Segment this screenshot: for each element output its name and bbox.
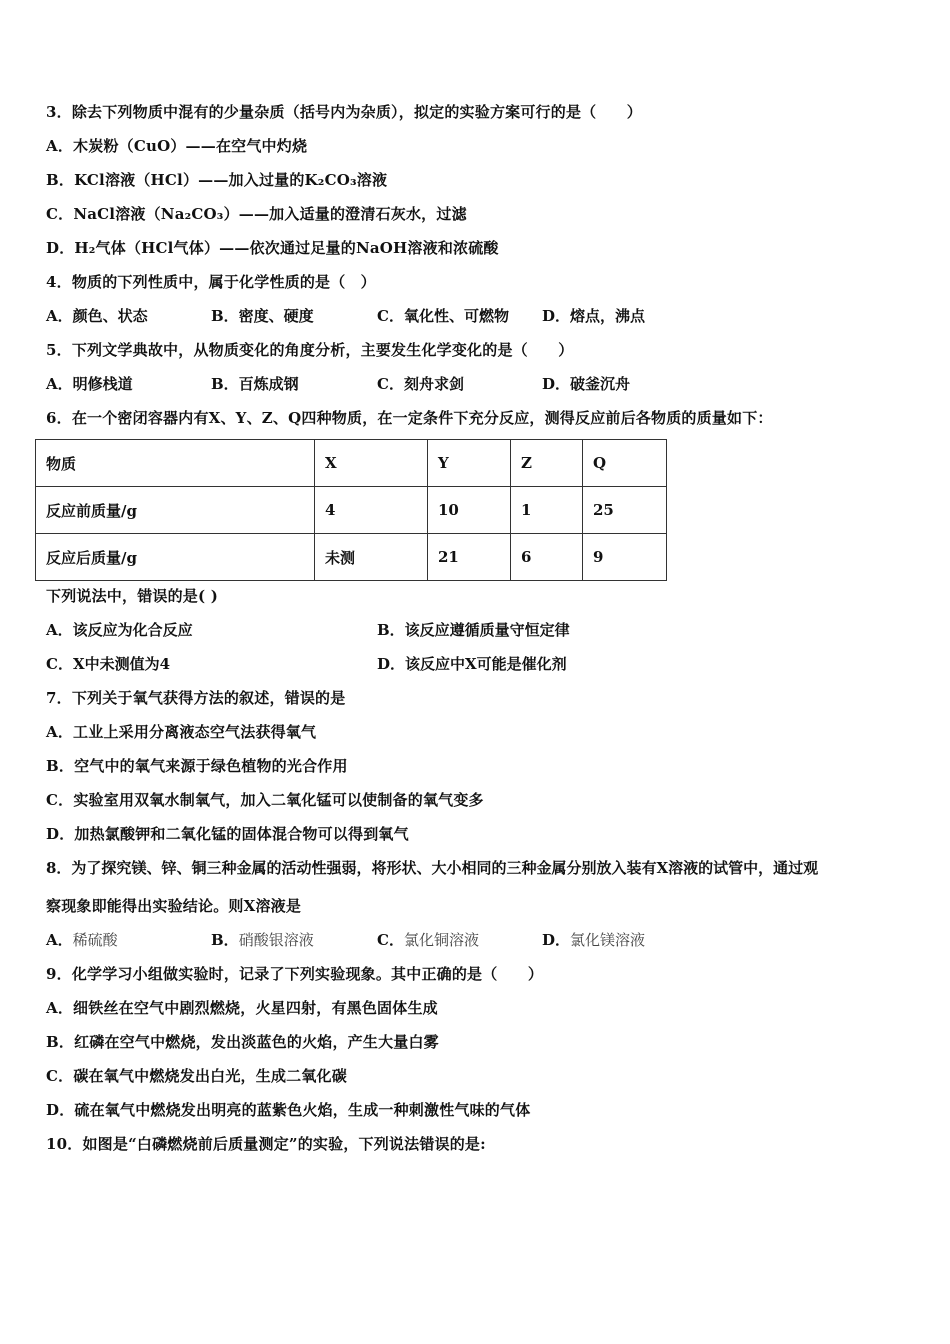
q6-option-d: D．该反应中X可能是催化剂 [377, 655, 567, 673]
q6-option-a: A．该反应为化合反应 [46, 621, 193, 639]
table-header-row [36, 440, 667, 487]
q5-option-d: D．破釜沉舟 [542, 375, 631, 393]
table-cell: 反应后质量/g [36, 534, 315, 581]
q4-option-c: C．氧化性、可燃物 [377, 307, 509, 325]
q6-option-c: C．X中未测值为4 [46, 655, 171, 673]
option-letter: D． [542, 931, 571, 949]
q8-option-c [377, 930, 479, 950]
table-cell: X [315, 440, 428, 487]
table-cell: Y [428, 440, 511, 487]
question-10-stem: 10．如图是“白磷燃烧前后质量测定”的实验，下列说法错误的是: [46, 1135, 486, 1153]
q3-option-c: C．NaCl溶液（Na₂CO₃）——加入适量的澄清石灰水，过滤 [46, 205, 467, 223]
option-text: 稀硫酸 [72, 931, 118, 949]
q5-option-b: B．百炼成钢 [211, 375, 299, 393]
q9-option-c: C．碳在氧气中燃烧发出白光，生成二氧化碳 [46, 1067, 347, 1085]
table-cell: 9 [583, 534, 667, 581]
q7-option-c: C．实验室用双氧水制氧气，加入二氧化锰可以使制备的氧气变多 [46, 791, 484, 809]
q6-option-b: B．该反应遵循质量守恒定律 [377, 621, 570, 639]
q9-option-b: B．红磷在空气中燃烧，发出淡蓝色的火焰，产生大量白雾 [46, 1033, 439, 1051]
option-text: 氯化铜溶液 [403, 931, 479, 949]
question-4-stem: 4．物质的下列性质中，属于化学性质的是（ ） [46, 273, 376, 291]
table-row [36, 487, 667, 534]
q5-option-a: A．明修栈道 [46, 375, 133, 393]
q8-option-a [46, 930, 118, 950]
option-letter: B． [211, 931, 239, 949]
table-cell: 4 [315, 487, 428, 534]
question-6-stem: 6．在一个密闭容器内有X、Y、Z、Q四种物质，在一定条件下充分反应，测得反应前后各物质的质量如下： [46, 409, 773, 427]
q3-option-d: D．H₂气体（HCl气体）——依次通过足量的NaOH溶液和浓硫酸 [46, 239, 499, 257]
table-cell: 未测 [315, 534, 428, 581]
option-text: 氯化镁溶液 [570, 931, 646, 949]
q4-option-b: B．密度、硬度 [211, 307, 314, 325]
table-cell: 1 [511, 487, 583, 534]
q9-option-a: A．细铁丝在空气中剧烈燃烧，火星四射，有黑色固体生成 [46, 999, 438, 1017]
q8-option-d [542, 930, 645, 950]
q7-option-b: B．空气中的氧气来源于绿色植物的光合作用 [46, 757, 348, 775]
table-cell: 21 [428, 534, 511, 581]
option-letter: C． [377, 931, 404, 949]
question-3-stem: 3．除去下列物质中混有的少量杂质（括号内为杂质），拟定的实验方案可行的是（ ） [46, 103, 642, 121]
question-8-stem-line1: 8．为了探究镁、锌、铜三种金属的活动性强弱，将形状、大小相同的三种金属分别放入装有X溶液的试管中，通过观 [46, 859, 819, 877]
q3-option-b: B．KCl溶液（HCl）——加入过量的K₂CO₃溶液 [46, 171, 388, 189]
q4-option-d: D．熔点，沸点 [542, 307, 646, 325]
q9-option-d: D．硫在氧气中燃烧发出明亮的蓝紫色火焰，生成一种刺激性气味的气体 [46, 1101, 531, 1119]
option-text: 硝酸银溶液 [238, 931, 314, 949]
question-9-stem: 9．化学学习小组做实验时，记录了下列实验现象。其中正确的是（ ） [46, 965, 544, 983]
table-cell: 10 [428, 487, 511, 534]
table-cell: 25 [583, 487, 667, 534]
table-row [36, 534, 667, 581]
table-cell: 物质 [36, 440, 315, 487]
q3-option-a: A．木炭粉（CuO）——在空气中灼烧 [46, 137, 308, 155]
mass-table [35, 439, 667, 581]
table-cell: 6 [511, 534, 583, 581]
q7-option-d: D．加热氯酸钾和二氧化锰的固体混合物可以得到氧气 [46, 825, 409, 843]
question-5-stem: 5．下列文学典故中，从物质变化的角度分析，主要发生化学变化的是（ ） [46, 341, 574, 359]
q8-option-b [211, 930, 314, 950]
table-cell: 反应前质量/g [36, 487, 315, 534]
q4-option-a: A．颜色、状态 [46, 307, 148, 325]
table-cell: Z [511, 440, 583, 487]
option-letter: A． [46, 931, 73, 949]
table-cell: Q [583, 440, 667, 487]
question-8-stem-line2: 察现象即能得出实验结论。则X溶液是 [46, 897, 302, 915]
q5-option-c: C．刻舟求剑 [377, 375, 464, 393]
question-6-prompt: 下列说法中，错误的是( ) [46, 587, 219, 605]
q7-option-a: A．工业上采用分离液态空气法获得氧气 [46, 723, 317, 741]
question-7-stem: 7．下列关于氧气获得方法的叙述，错误的是 [46, 689, 346, 707]
